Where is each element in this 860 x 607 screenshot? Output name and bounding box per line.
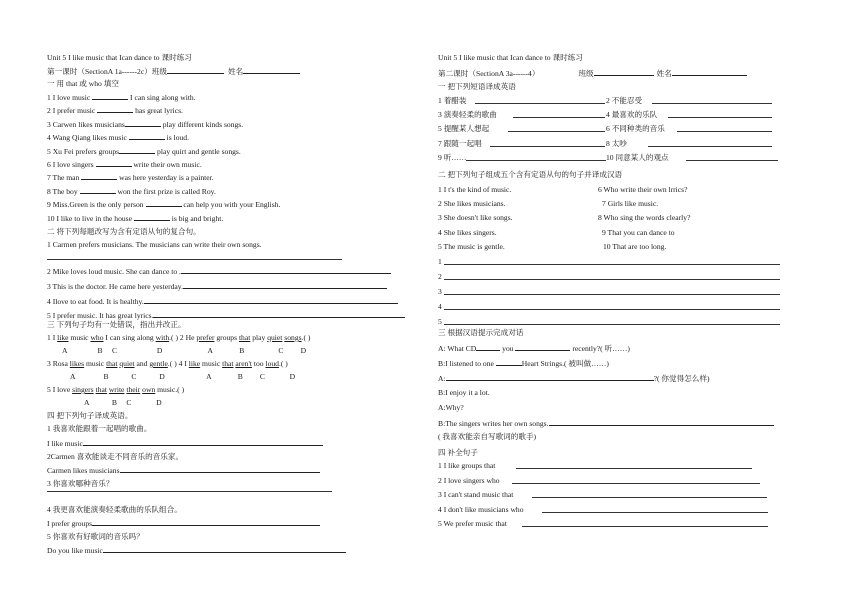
section-heading: 二 把下列句子组成五个含有定语从句的句子并译成汉语 bbox=[438, 170, 623, 179]
sentence-part: play bbox=[250, 333, 268, 342]
answer-line[interactable] bbox=[542, 512, 768, 513]
phrase-item bbox=[438, 110, 497, 119]
error-sentence bbox=[47, 333, 310, 342]
answer-blank[interactable] bbox=[146, 199, 182, 207]
phrase-item bbox=[438, 153, 466, 162]
answer-line[interactable] bbox=[444, 279, 780, 280]
underlined-word: aren't bbox=[235, 359, 252, 368]
item-text: 8 The boy bbox=[47, 186, 80, 196]
phrase-item bbox=[606, 153, 669, 162]
sentence-part: .( ) bbox=[301, 333, 311, 342]
sentence-part: music.( ) bbox=[155, 385, 185, 394]
answer-line[interactable] bbox=[522, 526, 768, 527]
sentence-item: 1 I t's the kind of music. bbox=[438, 185, 512, 194]
item-text: 4 Wang Qiang likes music bbox=[47, 133, 129, 143]
item-text: play different kinds songs. bbox=[160, 119, 244, 129]
underlined-word: own bbox=[142, 385, 156, 394]
sentence-part: 5 I love bbox=[47, 385, 73, 394]
dialog-line: A:Why? bbox=[438, 403, 464, 412]
answer-number: 5 bbox=[438, 317, 442, 326]
answer-line[interactable] bbox=[444, 324, 780, 325]
answer-line[interactable] bbox=[648, 146, 772, 147]
sentence-part: too bbox=[251, 359, 266, 368]
left-period-line bbox=[47, 66, 300, 76]
name-blank[interactable] bbox=[243, 66, 300, 74]
rewrite-item bbox=[47, 240, 262, 249]
answer-line[interactable] bbox=[444, 264, 780, 265]
translate-answer: I prefer groups bbox=[47, 518, 320, 528]
translate-prompt: 5 你喜欢有好歌词的音乐吗？ bbox=[47, 532, 144, 541]
item-text: is big and bright. bbox=[169, 213, 224, 223]
sentence-item: 5 The music is gentle. bbox=[438, 241, 505, 251]
answer-blank[interactable] bbox=[92, 518, 320, 526]
dialog-blank[interactable] bbox=[476, 343, 500, 351]
item-text: 3 This is the doctor. He came here yesterday. bbox=[47, 282, 184, 291]
answer-line[interactable] bbox=[466, 160, 606, 161]
left-period: 第一课时（SectionA 1a------2c）班级 bbox=[47, 67, 167, 76]
section-heading: 四 把下列句子译成英语。 bbox=[47, 411, 133, 420]
answer-blank[interactable] bbox=[92, 92, 128, 100]
underlined-word: that bbox=[106, 359, 118, 368]
item-text: play quirt and gentle songs. bbox=[155, 146, 241, 156]
answer-blank[interactable] bbox=[103, 545, 346, 553]
underlined-word: write bbox=[108, 385, 125, 394]
item-text: won the first prize is called Roy. bbox=[115, 186, 216, 196]
sentence-part: .( ) bbox=[278, 359, 288, 368]
answer-line[interactable] bbox=[513, 117, 605, 118]
answer-line[interactable] bbox=[47, 259, 342, 260]
answer-blank[interactable] bbox=[134, 213, 170, 221]
answer-line[interactable] bbox=[668, 117, 772, 118]
sentence-part: 3 Rosa bbox=[47, 359, 70, 368]
item-text: 3 Carwen likes musicians bbox=[47, 119, 125, 129]
answer-line[interactable] bbox=[475, 103, 605, 104]
right-title: Unit 5 I like music that Ican dance to 课时练习 bbox=[438, 53, 583, 62]
phrase-item bbox=[438, 96, 466, 105]
phrase-item bbox=[606, 139, 627, 148]
item-text: can help you with your English. bbox=[181, 200, 281, 210]
item-text: I can sing along with. bbox=[128, 93, 196, 102]
sentence-item: 8 Who sing the words clearly? bbox=[598, 213, 691, 223]
translate-prompt: 1 我喜欢能跟着一起唱的歌曲。 bbox=[47, 424, 152, 433]
phrase-text: 5 提醒某人想起 bbox=[438, 124, 490, 134]
underlined-word: gentle bbox=[149, 359, 168, 368]
answer-blank[interactable] bbox=[81, 172, 117, 180]
name-blank[interactable] bbox=[672, 68, 747, 76]
left-title: Unit 5 I like music that Ican dance to 课时练习 bbox=[47, 53, 192, 62]
phrase-text: 8 太吵 bbox=[606, 138, 627, 148]
underlined-word: that bbox=[222, 359, 234, 368]
answer-line[interactable] bbox=[47, 491, 332, 492]
underlined-word: that bbox=[95, 385, 107, 394]
complete-item: 2 I love singers who bbox=[438, 475, 500, 485]
answer-blank[interactable] bbox=[96, 159, 132, 167]
underlined-word: with bbox=[155, 333, 170, 342]
item-text: 2 I prefer music bbox=[47, 106, 98, 116]
underlined-word: loud bbox=[265, 359, 279, 368]
section-heading: 一 把下列短语译成英语 bbox=[438, 82, 516, 91]
answer-line[interactable] bbox=[444, 294, 780, 295]
dialog-line: B:I listened to one Heart Strings.( 被叫做……) bbox=[438, 359, 609, 368]
translate-prompt: 4 我更喜欢能演奏轻柔歌曲的乐队组合。 bbox=[47, 505, 182, 514]
complete-item: 1 I like groups that bbox=[438, 461, 496, 470]
phrase-text: 6 不同种类的音乐 bbox=[606, 124, 665, 134]
error-sentence bbox=[47, 385, 184, 394]
answer-blank[interactable] bbox=[119, 146, 155, 154]
sentence-part: .( ) 2 He bbox=[169, 333, 197, 342]
answer-blank[interactable] bbox=[129, 132, 165, 140]
fill-blank-item bbox=[47, 213, 223, 223]
phrase-text: 9 听…… bbox=[438, 152, 467, 162]
dialog-note: ( 我喜欢能亲自写歌词的歌手) bbox=[438, 432, 537, 441]
answer-line[interactable] bbox=[677, 131, 772, 132]
fill-blank-item bbox=[47, 119, 243, 129]
dialog-blank[interactable] bbox=[446, 373, 654, 381]
translate-answer: Do you like music bbox=[47, 545, 346, 555]
phrase-text: 1 着醋装 bbox=[438, 96, 467, 105]
answer-line[interactable] bbox=[686, 160, 778, 161]
underlined-word: quiet bbox=[119, 359, 135, 368]
underlined-word: likes bbox=[69, 359, 85, 368]
right-period-line: 第二课时（SectionA 3a------4） 班级 姓名 bbox=[438, 68, 747, 78]
answer-line[interactable] bbox=[490, 146, 605, 147]
phrase-text: 3 演奏轻柔的歌曲 bbox=[438, 110, 497, 120]
item-text: is loud. bbox=[164, 133, 189, 143]
answer-line[interactable] bbox=[516, 468, 752, 469]
option-letters: A B C D A B C D bbox=[70, 372, 296, 381]
sentence-item: 3 She doesn't like songs. bbox=[438, 213, 513, 223]
dialog-blank[interactable] bbox=[549, 418, 774, 426]
rewrite-item bbox=[47, 266, 391, 276]
section-heading: 四 补全句子 bbox=[438, 448, 478, 457]
answer-blank[interactable] bbox=[153, 310, 405, 318]
item-text: 7 The man bbox=[47, 173, 82, 183]
sentence-part: groups bbox=[214, 333, 239, 342]
answer-blank[interactable] bbox=[80, 186, 116, 194]
phrase-text: 7 跟随一起唱 bbox=[438, 138, 482, 148]
underlined-word: their bbox=[126, 385, 141, 394]
translate-answer: Carmen likes musicians bbox=[47, 465, 320, 475]
underlined-word: like bbox=[57, 333, 69, 342]
phrase-item bbox=[606, 96, 642, 105]
sentence-part: music bbox=[68, 333, 91, 342]
option-letters: A B C D A B C D bbox=[62, 346, 307, 355]
sentence-part: I can sing along bbox=[103, 333, 156, 342]
answer-line[interactable] bbox=[652, 103, 772, 104]
rewrite-item bbox=[47, 281, 387, 291]
fill-blank-item bbox=[47, 186, 216, 196]
fill-blank-item bbox=[47, 92, 196, 102]
answer-blank[interactable] bbox=[125, 119, 161, 127]
answer-blank[interactable] bbox=[181, 266, 391, 274]
phrase-text: 2 不能忍受 bbox=[606, 96, 643, 105]
phrase-item bbox=[606, 110, 657, 119]
item-text: 9 Miss.Green is the only person bbox=[47, 200, 146, 210]
phrase-text: 4 最喜欢的乐队 bbox=[606, 110, 658, 120]
class-blank[interactable] bbox=[167, 66, 224, 74]
sentence-item: 10 That are too long. bbox=[603, 241, 667, 251]
answer-blank[interactable] bbox=[97, 105, 133, 113]
translate-prompt: 2Carmen 喜欢能谈走不同音乐的音乐家。 bbox=[47, 452, 184, 461]
answer-line[interactable] bbox=[532, 497, 767, 498]
item-text: 2 Mike loves loud music. She can dance to . bbox=[47, 267, 181, 276]
item-text: 1 Carmen prefers musicians. The musicians can write their own songs. bbox=[47, 240, 262, 249]
translate-prompt: 3 你喜欢哪种音乐？ bbox=[47, 479, 114, 488]
underlined-word: that bbox=[238, 333, 251, 342]
answer-number: 2 bbox=[438, 272, 442, 281]
phrase-item bbox=[606, 124, 665, 133]
item-text: write their own music. bbox=[131, 160, 202, 169]
answer-number: 4 bbox=[438, 302, 442, 311]
dialog-line: A: ?( 你觉得怎么样) bbox=[438, 374, 710, 383]
item-text: 10 I like to live in the house bbox=[47, 213, 134, 223]
option-letters: A B C D bbox=[84, 398, 162, 407]
sentence-item: 2 She likes musicians. bbox=[438, 199, 506, 209]
sentence-part: music bbox=[84, 359, 107, 368]
fill-blank-item bbox=[47, 172, 214, 182]
sentence-part: .( ) 4 I bbox=[167, 359, 189, 368]
translate-answer: I like music bbox=[47, 438, 323, 448]
complete-item: 3 I can't stand music that bbox=[438, 490, 514, 500]
sentence-part: music bbox=[200, 359, 223, 368]
answer-blank[interactable] bbox=[183, 281, 387, 289]
section-heading: 一 用 that 或 who 填空 bbox=[47, 79, 119, 88]
sentence-item: 9 That you can dance to bbox=[602, 227, 675, 237]
phrase-item bbox=[438, 139, 482, 148]
underlined-word: songs bbox=[284, 333, 302, 342]
answer-blank[interactable] bbox=[144, 296, 398, 304]
error-sentence bbox=[47, 359, 288, 368]
dialog-blank[interactable] bbox=[496, 358, 522, 366]
underlined-word: prefer bbox=[196, 333, 215, 342]
answer-line[interactable] bbox=[508, 131, 605, 132]
fill-blank-item bbox=[47, 159, 202, 169]
phrase-item bbox=[438, 124, 489, 133]
sentence-part: and bbox=[134, 359, 150, 368]
dialog-line: B:The singers writes her own songs. bbox=[438, 418, 774, 428]
underlined-word: singers bbox=[72, 385, 94, 394]
item-text: has great lyrics. bbox=[133, 106, 183, 116]
sentence-item: 7 Girls like music. bbox=[602, 199, 659, 209]
answer-line[interactable] bbox=[512, 483, 760, 484]
item-text: 5 I prefer music. It has great lyrics. bbox=[47, 311, 154, 320]
sentence-part: 1 I bbox=[47, 333, 58, 342]
answer-blank[interactable] bbox=[120, 465, 320, 473]
item-text: 6 I love singers bbox=[47, 160, 96, 169]
dialog-line: A: What CD you recently?( 听……) bbox=[438, 344, 630, 353]
sentence-item: 6 Who write their own lrrics? bbox=[598, 185, 688, 194]
underlined-word: quiet bbox=[267, 333, 283, 342]
sentence-item: 4 She likes singers. bbox=[438, 227, 497, 237]
fill-blank-item bbox=[47, 132, 189, 142]
item-text: 1 I love music bbox=[47, 93, 93, 102]
name-label: 姓名 bbox=[228, 67, 244, 76]
answer-line[interactable] bbox=[444, 309, 780, 310]
section-heading: 三 根据汉语提示完成对话 bbox=[438, 328, 524, 337]
item-text: 4 Ilove to eat food. It is healthy. bbox=[47, 297, 144, 306]
underlined-word: who bbox=[90, 333, 104, 342]
dialog-line: B:I enjoy it a lot. bbox=[438, 388, 490, 397]
fill-blank-item bbox=[47, 146, 241, 156]
fill-blank-item bbox=[47, 105, 183, 115]
answer-blank[interactable] bbox=[83, 438, 323, 446]
complete-item: 4 I don't like musicians who bbox=[438, 504, 524, 514]
dialog-blank[interactable] bbox=[515, 343, 570, 351]
fill-blank-item bbox=[47, 199, 280, 209]
answer-number: 3 bbox=[438, 287, 442, 296]
item-text: 5 Xu Fei prefers groups bbox=[47, 146, 120, 156]
phrase-text: 10 同意某人的观点 bbox=[606, 152, 669, 162]
answer-number: 1 bbox=[438, 257, 442, 266]
section-heading: 三 下列句子均有一处错误，指出并改正。 bbox=[47, 320, 186, 329]
class-blank[interactable] bbox=[594, 68, 654, 76]
item-text: was here yesterday is a painter. bbox=[117, 173, 214, 183]
rewrite-item bbox=[47, 310, 405, 320]
rewrite-item bbox=[47, 296, 398, 306]
complete-item: 5 We prefer music that bbox=[438, 519, 507, 529]
section-heading: 二 将下列每题改写为含有定语从句的复合句。 bbox=[47, 227, 201, 236]
underlined-word: like bbox=[188, 359, 201, 368]
